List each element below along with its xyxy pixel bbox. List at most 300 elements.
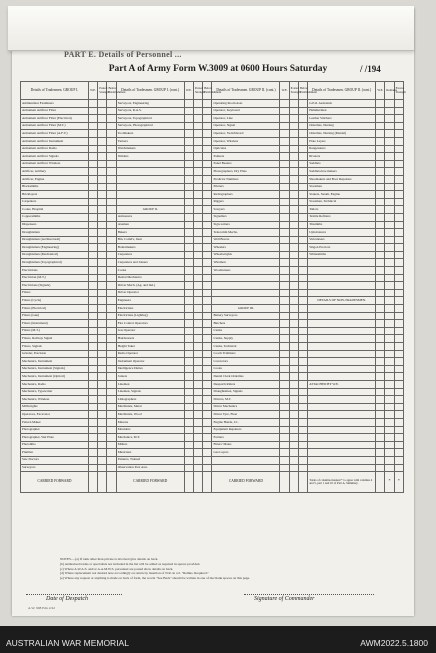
entry-cell[interactable] — [203, 305, 212, 313]
entry-cell[interactable] — [107, 418, 116, 426]
entry-cell[interactable] — [107, 456, 116, 464]
entry-cell[interactable] — [184, 251, 193, 259]
entry-cell[interactable] — [394, 373, 403, 381]
entry-cell[interactable] — [385, 335, 394, 343]
entry-cell[interactable] — [298, 350, 307, 358]
entry-cell[interactable] — [193, 411, 202, 419]
entry-cell[interactable] — [203, 229, 212, 237]
entry-cell[interactable] — [203, 274, 212, 282]
entry-cell[interactable] — [98, 365, 107, 373]
entry-cell[interactable] — [107, 175, 116, 183]
entry-cell[interactable] — [184, 396, 193, 404]
entry-cell[interactable] — [394, 305, 403, 313]
entry-cell[interactable] — [107, 259, 116, 267]
entry-cell[interactable] — [289, 137, 298, 145]
entry-cell[interactable] — [289, 267, 298, 275]
entry-cell[interactable] — [289, 130, 298, 138]
entry-cell[interactable] — [88, 267, 97, 275]
entry-cell[interactable] — [376, 229, 385, 237]
entry-cell[interactable] — [385, 168, 394, 176]
entry-cell[interactable] — [376, 221, 385, 229]
entry-cell[interactable] — [394, 168, 403, 176]
blank-cell[interactable] — [88, 472, 97, 493]
entry-cell[interactable] — [385, 100, 394, 108]
entry-cell[interactable] — [107, 130, 116, 138]
entry-cell[interactable] — [107, 213, 116, 221]
entry-cell[interactable] — [193, 335, 202, 343]
entry-cell[interactable] — [107, 396, 116, 404]
entry-cell[interactable] — [184, 122, 193, 130]
entry-cell[interactable] — [280, 418, 289, 426]
entry-cell[interactable] — [107, 449, 116, 457]
entry-cell[interactable] — [394, 282, 403, 290]
entry-cell[interactable] — [184, 130, 193, 138]
entry-cell[interactable] — [298, 213, 307, 221]
entry-cell[interactable] — [385, 312, 394, 320]
entry-cell[interactable] — [385, 206, 394, 214]
entry-cell[interactable] — [394, 175, 403, 183]
entry-cell[interactable] — [98, 403, 107, 411]
entry-cell[interactable] — [385, 411, 394, 419]
blank-cell[interactable] — [193, 472, 202, 493]
entry-cell[interactable] — [376, 403, 385, 411]
entry-cell[interactable] — [193, 244, 202, 252]
entry-cell[interactable] — [107, 312, 116, 320]
entry-cell[interactable] — [88, 403, 97, 411]
entry-cell[interactable] — [385, 115, 394, 123]
entry-cell[interactable] — [385, 418, 394, 426]
entry-cell[interactable] — [394, 160, 403, 168]
entry-cell[interactable] — [184, 160, 193, 168]
entry-cell[interactable] — [385, 396, 394, 404]
entry-cell[interactable] — [280, 441, 289, 449]
entry-cell[interactable] — [107, 350, 116, 358]
entry-cell[interactable] — [107, 274, 116, 282]
entry-cell[interactable] — [376, 365, 385, 373]
entry-cell[interactable] — [98, 426, 107, 434]
entry-cell[interactable] — [203, 373, 212, 381]
entry-cell[interactable] — [184, 282, 193, 290]
entry-cell[interactable] — [298, 153, 307, 161]
entry-cell[interactable] — [376, 388, 385, 396]
entry-cell[interactable] — [203, 213, 212, 221]
entry-cell[interactable] — [280, 343, 289, 351]
entry-cell[interactable] — [107, 236, 116, 244]
entry-cell[interactable] — [385, 229, 394, 237]
entry-cell[interactable] — [98, 380, 107, 388]
entry-cell[interactable] — [88, 396, 97, 404]
entry-cell[interactable] — [98, 213, 107, 221]
entry-cell[interactable] — [193, 320, 202, 328]
entry-cell[interactable] — [98, 130, 107, 138]
entry-cell[interactable] — [184, 236, 193, 244]
entry-cell[interactable] — [376, 168, 385, 176]
entry-cell[interactable] — [184, 289, 193, 297]
entry-cell[interactable] — [193, 198, 202, 206]
entry-cell[interactable] — [385, 441, 394, 449]
entry-cell[interactable] — [88, 206, 97, 214]
entry-cell[interactable] — [385, 221, 394, 229]
entry-cell[interactable] — [385, 320, 394, 328]
blank-cell[interactable] — [98, 472, 107, 493]
entry-cell[interactable] — [88, 327, 97, 335]
entry-cell[interactable] — [298, 434, 307, 442]
entry-cell[interactable] — [289, 236, 298, 244]
entry-cell[interactable] — [298, 418, 307, 426]
entry-cell[interactable] — [385, 297, 394, 305]
blank-cell[interactable] — [107, 472, 116, 493]
entry-cell[interactable] — [298, 343, 307, 351]
entry-cell[interactable] — [193, 213, 202, 221]
entry-cell[interactable] — [193, 464, 202, 472]
entry-cell[interactable] — [88, 343, 97, 351]
entry-cell[interactable] — [184, 312, 193, 320]
entry-cell[interactable] — [298, 130, 307, 138]
entry-cell[interactable] — [385, 426, 394, 434]
entry-cell[interactable] — [298, 122, 307, 130]
entry-cell[interactable] — [98, 388, 107, 396]
blank-cell[interactable] — [298, 472, 307, 493]
entry-cell[interactable] — [88, 434, 97, 442]
entry-cell[interactable] — [98, 183, 107, 191]
entry-cell[interactable] — [298, 251, 307, 259]
entry-cell[interactable] — [394, 107, 403, 115]
entry-cell[interactable] — [203, 198, 212, 206]
entry-cell[interactable] — [376, 267, 385, 275]
entry-cell[interactable] — [203, 236, 212, 244]
entry-cell[interactable] — [98, 168, 107, 176]
entry-cell[interactable] — [298, 403, 307, 411]
entry-cell[interactable] — [376, 350, 385, 358]
entry-cell[interactable] — [88, 380, 97, 388]
entry-cell[interactable] — [107, 251, 116, 259]
entry-cell[interactable] — [193, 396, 202, 404]
entry-cell[interactable] — [98, 100, 107, 108]
entry-cell[interactable] — [203, 403, 212, 411]
entry-cell[interactable] — [298, 312, 307, 320]
entry-cell[interactable] — [376, 320, 385, 328]
entry-cell[interactable] — [376, 183, 385, 191]
entry-cell[interactable] — [385, 137, 394, 145]
entry-cell[interactable] — [394, 312, 403, 320]
entry-cell[interactable] — [289, 183, 298, 191]
entry-cell[interactable] — [107, 297, 116, 305]
entry-cell[interactable] — [289, 115, 298, 123]
entry-cell[interactable] — [193, 145, 202, 153]
entry-cell[interactable] — [394, 358, 403, 366]
blank-cell[interactable] — [376, 472, 385, 493]
entry-cell[interactable] — [107, 343, 116, 351]
entry-cell[interactable] — [385, 191, 394, 199]
entry-cell[interactable] — [394, 100, 403, 108]
entry-cell[interactable] — [203, 282, 212, 290]
entry-cell[interactable] — [88, 175, 97, 183]
entry-cell[interactable] — [88, 388, 97, 396]
entry-cell[interactable] — [289, 312, 298, 320]
entry-cell[interactable] — [289, 449, 298, 457]
entry-cell[interactable] — [88, 418, 97, 426]
entry-cell[interactable] — [298, 282, 307, 290]
entry-cell[interactable] — [193, 373, 202, 381]
entry-cell[interactable] — [88, 137, 97, 145]
entry-cell[interactable] — [289, 122, 298, 130]
entry-cell[interactable] — [376, 153, 385, 161]
entry-cell[interactable] — [98, 122, 107, 130]
entry-cell[interactable] — [280, 244, 289, 252]
entry-cell[interactable] — [88, 153, 97, 161]
entry-cell[interactable] — [289, 456, 298, 464]
entry-cell[interactable] — [280, 267, 289, 275]
entry-cell[interactable] — [280, 221, 289, 229]
entry-cell[interactable] — [280, 122, 289, 130]
entry-cell[interactable] — [376, 191, 385, 199]
entry-cell[interactable] — [98, 145, 107, 153]
entry-cell[interactable] — [193, 282, 202, 290]
entry-cell[interactable] — [385, 274, 394, 282]
entry-cell[interactable] — [98, 198, 107, 206]
entry-cell[interactable] — [289, 289, 298, 297]
entry-cell[interactable] — [394, 426, 403, 434]
entry-cell[interactable] — [280, 153, 289, 161]
entry-cell[interactable] — [280, 388, 289, 396]
entry-cell[interactable] — [289, 373, 298, 381]
entry-cell[interactable] — [98, 221, 107, 229]
entry-cell[interactable] — [98, 327, 107, 335]
entry-cell[interactable] — [385, 145, 394, 153]
entry-cell[interactable] — [298, 396, 307, 404]
entry-cell[interactable] — [98, 175, 107, 183]
entry-cell[interactable] — [280, 137, 289, 145]
entry-cell[interactable] — [107, 100, 116, 108]
entry-cell[interactable] — [385, 449, 394, 457]
entry-cell[interactable] — [289, 244, 298, 252]
entry-cell[interactable] — [298, 168, 307, 176]
entry-cell[interactable] — [88, 236, 97, 244]
entry-cell[interactable] — [193, 403, 202, 411]
entry-cell[interactable] — [107, 373, 116, 381]
entry-cell[interactable] — [88, 320, 97, 328]
entry-cell[interactable] — [376, 456, 385, 464]
entry-cell[interactable] — [193, 327, 202, 335]
entry-cell[interactable] — [88, 365, 97, 373]
entry-cell[interactable] — [394, 335, 403, 343]
entry-cell[interactable] — [98, 251, 107, 259]
entry-cell[interactable] — [184, 358, 193, 366]
entry-cell[interactable] — [280, 320, 289, 328]
entry-cell[interactable] — [203, 449, 212, 457]
entry-cell[interactable] — [98, 343, 107, 351]
entry-cell[interactable] — [394, 418, 403, 426]
entry-cell[interactable] — [184, 259, 193, 267]
entry-cell[interactable] — [193, 183, 202, 191]
entry-cell[interactable] — [88, 213, 97, 221]
entry-cell[interactable] — [280, 358, 289, 366]
entry-cell[interactable] — [298, 115, 307, 123]
entry-cell[interactable] — [193, 267, 202, 275]
entry-cell[interactable] — [280, 289, 289, 297]
entry-cell[interactable] — [298, 464, 307, 472]
entry-cell[interactable] — [98, 456, 107, 464]
entry-cell[interactable] — [280, 297, 289, 305]
entry-cell[interactable] — [376, 418, 385, 426]
entry-cell[interactable] — [289, 175, 298, 183]
entry-cell[interactable] — [193, 449, 202, 457]
entry-cell[interactable] — [98, 305, 107, 313]
entry-cell[interactable] — [107, 388, 116, 396]
entry-cell[interactable] — [203, 100, 212, 108]
entry-cell[interactable] — [298, 388, 307, 396]
entry-cell[interactable] — [298, 274, 307, 282]
entry-cell[interactable] — [280, 365, 289, 373]
entry-cell[interactable] — [385, 305, 394, 313]
entry-cell[interactable] — [184, 267, 193, 275]
entry-cell[interactable] — [394, 251, 403, 259]
entry-cell[interactable] — [394, 365, 403, 373]
entry-cell[interactable] — [385, 122, 394, 130]
entry-cell[interactable] — [98, 464, 107, 472]
entry-cell[interactable] — [280, 168, 289, 176]
entry-cell[interactable] — [385, 464, 394, 472]
entry-cell[interactable] — [203, 350, 212, 358]
entry-cell[interactable] — [203, 327, 212, 335]
entry-cell[interactable] — [289, 251, 298, 259]
entry-cell[interactable] — [376, 160, 385, 168]
entry-cell[interactable] — [203, 464, 212, 472]
entry-cell[interactable] — [289, 327, 298, 335]
entry-cell[interactable] — [289, 229, 298, 237]
entry-cell[interactable] — [298, 100, 307, 108]
entry-cell[interactable] — [98, 137, 107, 145]
entry-cell[interactable] — [298, 244, 307, 252]
entry-cell[interactable] — [376, 441, 385, 449]
entry-cell[interactable] — [193, 168, 202, 176]
entry-cell[interactable] — [280, 373, 289, 381]
entry-cell[interactable] — [280, 350, 289, 358]
entry-cell[interactable] — [107, 183, 116, 191]
entry-cell[interactable] — [280, 335, 289, 343]
entry-cell[interactable] — [88, 221, 97, 229]
entry-cell[interactable] — [107, 168, 116, 176]
entry-cell[interactable] — [107, 403, 116, 411]
entry-cell[interactable] — [376, 274, 385, 282]
entry-cell[interactable] — [203, 365, 212, 373]
entry-cell[interactable] — [88, 456, 97, 464]
entry-cell[interactable] — [394, 198, 403, 206]
entry-cell[interactable] — [88, 426, 97, 434]
entry-cell[interactable] — [289, 213, 298, 221]
entry-cell[interactable] — [203, 434, 212, 442]
entry-cell[interactable] — [280, 411, 289, 419]
entry-cell[interactable] — [385, 403, 394, 411]
entry-cell[interactable] — [289, 441, 298, 449]
entry-cell[interactable] — [376, 122, 385, 130]
entry-cell[interactable] — [184, 198, 193, 206]
entry-cell[interactable] — [88, 244, 97, 252]
entry-cell[interactable] — [280, 198, 289, 206]
entry-cell[interactable] — [98, 373, 107, 381]
entry-cell[interactable] — [289, 335, 298, 343]
entry-cell[interactable] — [376, 297, 385, 305]
entry-cell[interactable] — [289, 411, 298, 419]
entry-cell[interactable] — [107, 380, 116, 388]
entry-cell[interactable] — [88, 411, 97, 419]
entry-cell[interactable] — [184, 373, 193, 381]
entry-cell[interactable] — [88, 115, 97, 123]
entry-cell[interactable] — [298, 449, 307, 457]
entry-cell[interactable] — [88, 441, 97, 449]
entry-cell[interactable] — [203, 343, 212, 351]
entry-cell[interactable] — [385, 130, 394, 138]
entry-cell[interactable] — [193, 160, 202, 168]
entry-cell[interactable] — [193, 343, 202, 351]
entry-cell[interactable] — [385, 434, 394, 442]
entry-cell[interactable] — [203, 388, 212, 396]
entry-cell[interactable] — [193, 107, 202, 115]
entry-cell[interactable] — [193, 380, 202, 388]
entry-cell[interactable] — [88, 373, 97, 381]
entry-cell[interactable] — [289, 297, 298, 305]
entry-cell[interactable] — [298, 380, 307, 388]
entry-cell[interactable] — [88, 168, 97, 176]
entry-cell[interactable] — [107, 153, 116, 161]
entry-cell[interactable] — [394, 297, 403, 305]
entry-cell[interactable] — [376, 100, 385, 108]
entry-cell[interactable] — [298, 183, 307, 191]
entry-cell[interactable] — [98, 449, 107, 457]
entry-cell[interactable] — [385, 380, 394, 388]
entry-cell[interactable] — [280, 380, 289, 388]
entry-cell[interactable] — [193, 441, 202, 449]
entry-cell[interactable] — [385, 282, 394, 290]
entry-cell[interactable] — [203, 418, 212, 426]
entry-cell[interactable] — [376, 175, 385, 183]
blank-cell[interactable] — [203, 472, 212, 493]
entry-cell[interactable] — [289, 426, 298, 434]
entry-cell[interactable] — [88, 259, 97, 267]
entry-cell[interactable] — [385, 350, 394, 358]
entry-cell[interactable] — [88, 335, 97, 343]
entry-cell[interactable] — [394, 244, 403, 252]
entry-cell[interactable] — [298, 236, 307, 244]
entry-cell[interactable] — [385, 343, 394, 351]
entry-cell[interactable] — [193, 312, 202, 320]
entry-cell[interactable] — [376, 434, 385, 442]
entry-cell[interactable] — [88, 282, 97, 290]
entry-cell[interactable] — [376, 305, 385, 313]
entry-cell[interactable] — [298, 411, 307, 419]
entry-cell[interactable] — [203, 183, 212, 191]
entry-cell[interactable] — [280, 449, 289, 457]
entry-cell[interactable] — [280, 160, 289, 168]
entry-cell[interactable] — [88, 229, 97, 237]
entry-cell[interactable] — [107, 320, 116, 328]
entry-cell[interactable] — [298, 456, 307, 464]
entry-cell[interactable] — [203, 456, 212, 464]
entry-cell[interactable] — [376, 449, 385, 457]
entry-cell[interactable] — [203, 153, 212, 161]
entry-cell[interactable] — [289, 358, 298, 366]
entry-cell[interactable] — [394, 388, 403, 396]
entry-cell[interactable] — [280, 236, 289, 244]
entry-cell[interactable] — [385, 358, 394, 366]
entry-cell[interactable] — [193, 305, 202, 313]
entry-cell[interactable] — [394, 259, 403, 267]
entry-cell[interactable] — [107, 358, 116, 366]
entry-cell[interactable] — [98, 107, 107, 115]
entry-cell[interactable] — [193, 175, 202, 183]
entry-cell[interactable] — [298, 297, 307, 305]
entry-cell[interactable] — [394, 327, 403, 335]
